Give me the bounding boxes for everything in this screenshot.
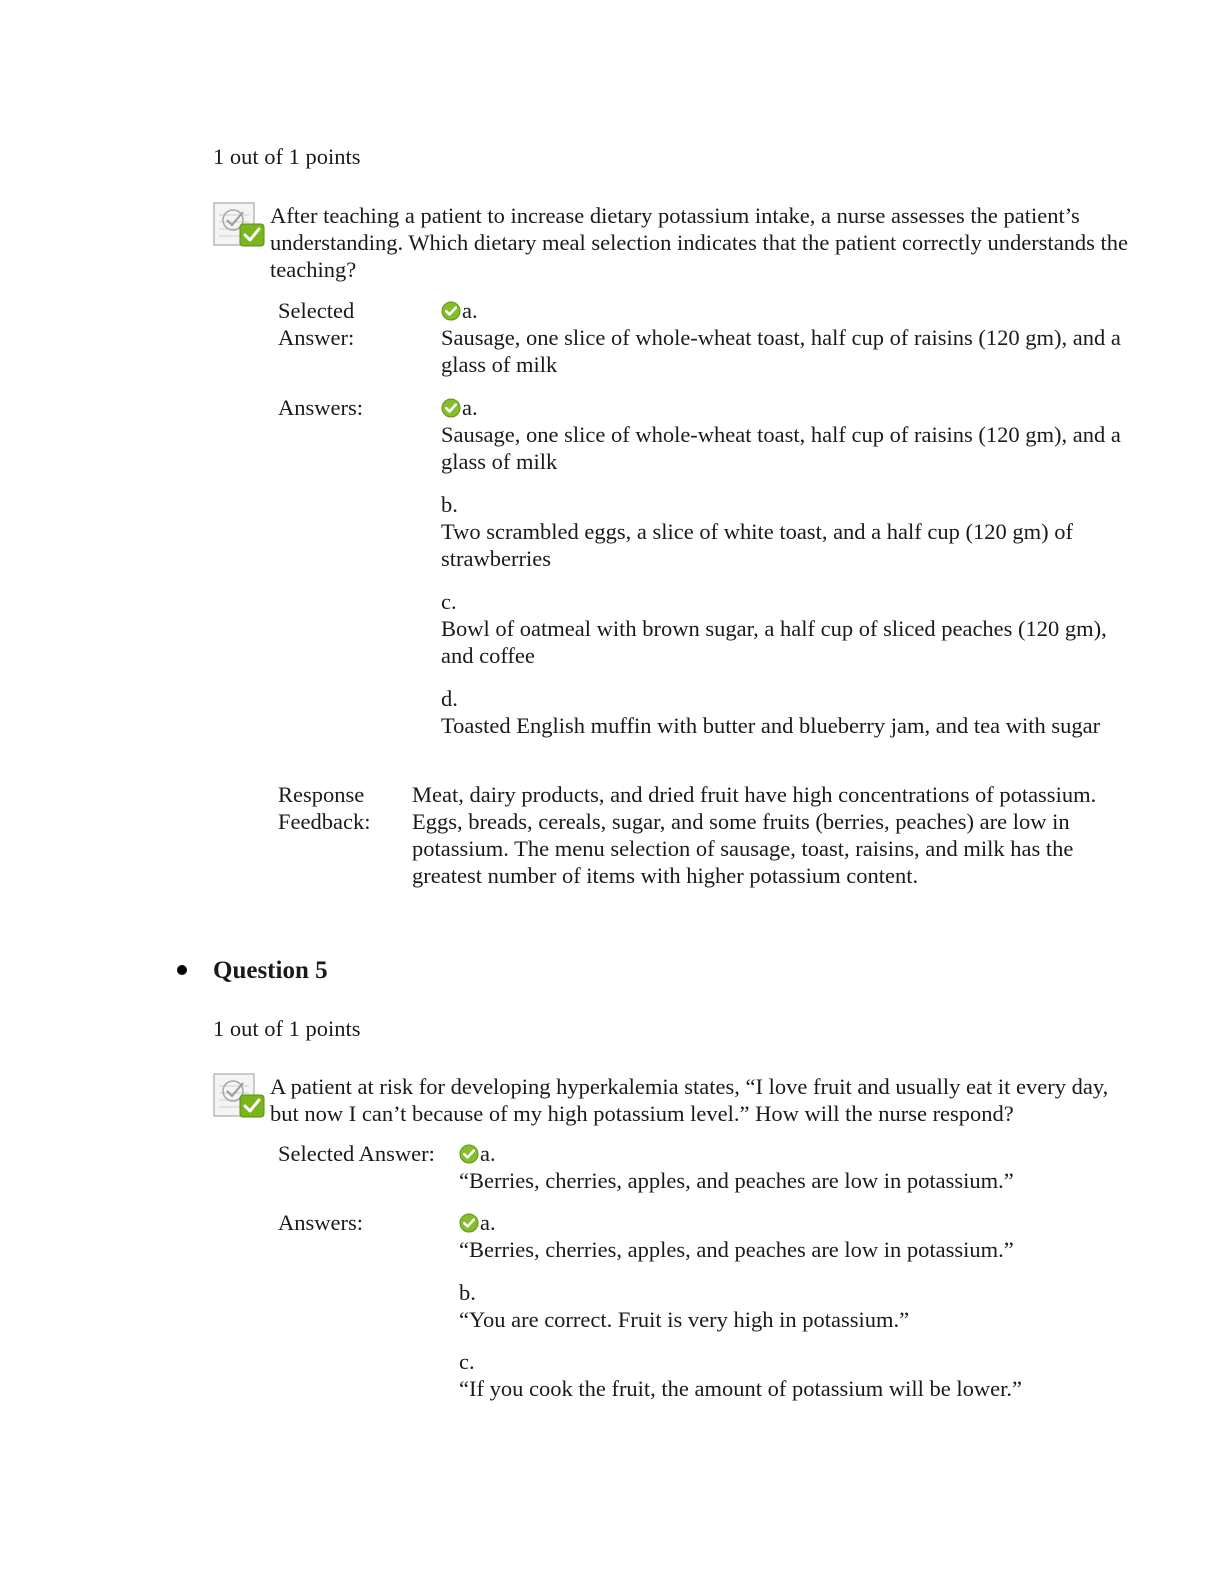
q4-answer-d-letter: d. xyxy=(441,686,458,711)
correct-question-icon xyxy=(213,1071,267,1121)
q5-heading: Question 5 xyxy=(213,957,328,984)
q5-points: 1 out of 1 points xyxy=(213,1016,361,1041)
correct-check-icon xyxy=(459,1213,479,1233)
q4-feedback-label-line1: Response xyxy=(278,782,365,807)
q4-answer-c-letter: c. xyxy=(441,589,457,614)
q5-answer-b-letter: b. xyxy=(459,1280,476,1305)
q4-answer-d xyxy=(441,685,1121,739)
q5-answer-b-text: “You are correct. Fruit is very high in potassium.” xyxy=(459,1307,910,1332)
q5-selected-answer-label: Selected Answer: xyxy=(278,1141,435,1166)
q4-selected-label-line1: Selected xyxy=(278,298,355,323)
q5-selected-letter: a. xyxy=(480,1141,496,1166)
q5-question-text: A patient at risk for developing hyperkalemia states, “I love fruit and usually eat it every day, but now I can’t because of my high potassium level.” How will the nurse respond? xyxy=(270,1074,1109,1126)
q5-answer-a-text: “Berries, cherries, apples, and peaches are low in potassium.” xyxy=(459,1237,1014,1262)
q5-answer-c xyxy=(459,1348,1139,1402)
q4-answer-a xyxy=(441,394,1121,475)
correct-check-icon xyxy=(441,301,461,321)
q4-answer-c xyxy=(441,588,1121,669)
q4-selected-text: Sausage, one slice of whole-wheat toast, half cup of raisins (120 gm), and a glass of milk xyxy=(441,325,1121,377)
q4-answer-a-letter: a. xyxy=(462,395,478,420)
q5-answer-a-letter: a. xyxy=(480,1210,496,1235)
q5-answer-b xyxy=(459,1279,1139,1333)
q4-feedback-label-line2: Feedback: xyxy=(278,809,371,834)
q4-answer-b-letter: b. xyxy=(441,492,458,517)
q4-selected-label-line2: Answer: xyxy=(278,325,355,350)
q4-answer-b-text: Two scrambled eggs, a slice of white toast, and a half cup (120 gm) of strawberries xyxy=(441,519,1073,571)
q4-question-text: After teaching a patient to increase dietary potassium intake, a nurse assesses the patient’s understanding. Which dietary meal selection indicates that the patient correctly understands the teaching? xyxy=(270,203,1129,282)
list-bullet xyxy=(177,965,187,975)
q5-selected-text: “Berries, cherries, apples, and peaches are low in potassium.” xyxy=(459,1168,1014,1193)
q5-answer-a xyxy=(459,1209,1139,1263)
q4-answer-d-text: Toasted English muffin with butter and blueberry jam, and tea with sugar xyxy=(441,713,1101,738)
q5-answers-label: Answers: xyxy=(278,1210,363,1235)
q4-selected-answer-label xyxy=(278,297,354,351)
q4-answer-b xyxy=(441,491,1121,572)
q4-points: 1 out of 1 points xyxy=(213,144,361,169)
q4-answer-c-text: Bowl of oatmeal with brown sugar, a half cup of sliced peaches (120 gm), and coffee xyxy=(441,616,1107,668)
q5-answer-c-text: “If you cook the fruit, the amount of potassium will be lower.” xyxy=(459,1376,1022,1401)
q5-answer-c-letter: c. xyxy=(459,1349,475,1374)
q4-answers-label: Answers: xyxy=(278,395,363,420)
q4-selected-letter: a. xyxy=(462,298,478,323)
q5-selected-answer xyxy=(459,1140,1139,1194)
q4-feedback-label xyxy=(278,781,370,835)
q4-answer-a-text: Sausage, one slice of whole-wheat toast, half cup of raisins (120 gm), and a glass of milk xyxy=(441,422,1121,474)
correct-check-icon xyxy=(459,1144,479,1164)
q4-selected-answer xyxy=(441,297,1121,378)
correct-check-icon xyxy=(441,398,461,418)
q4-feedback-text: Meat, dairy products, and dried fruit have high concentrations of potassium. Eggs, breads, cereals, sugar, and some fruits (berries, peaches) are low in potassium. The menu selection of sausage, toast, raisins, and milk has the greatest number of items with higher potassium content. xyxy=(412,782,1097,888)
correct-question-icon xyxy=(213,200,267,250)
